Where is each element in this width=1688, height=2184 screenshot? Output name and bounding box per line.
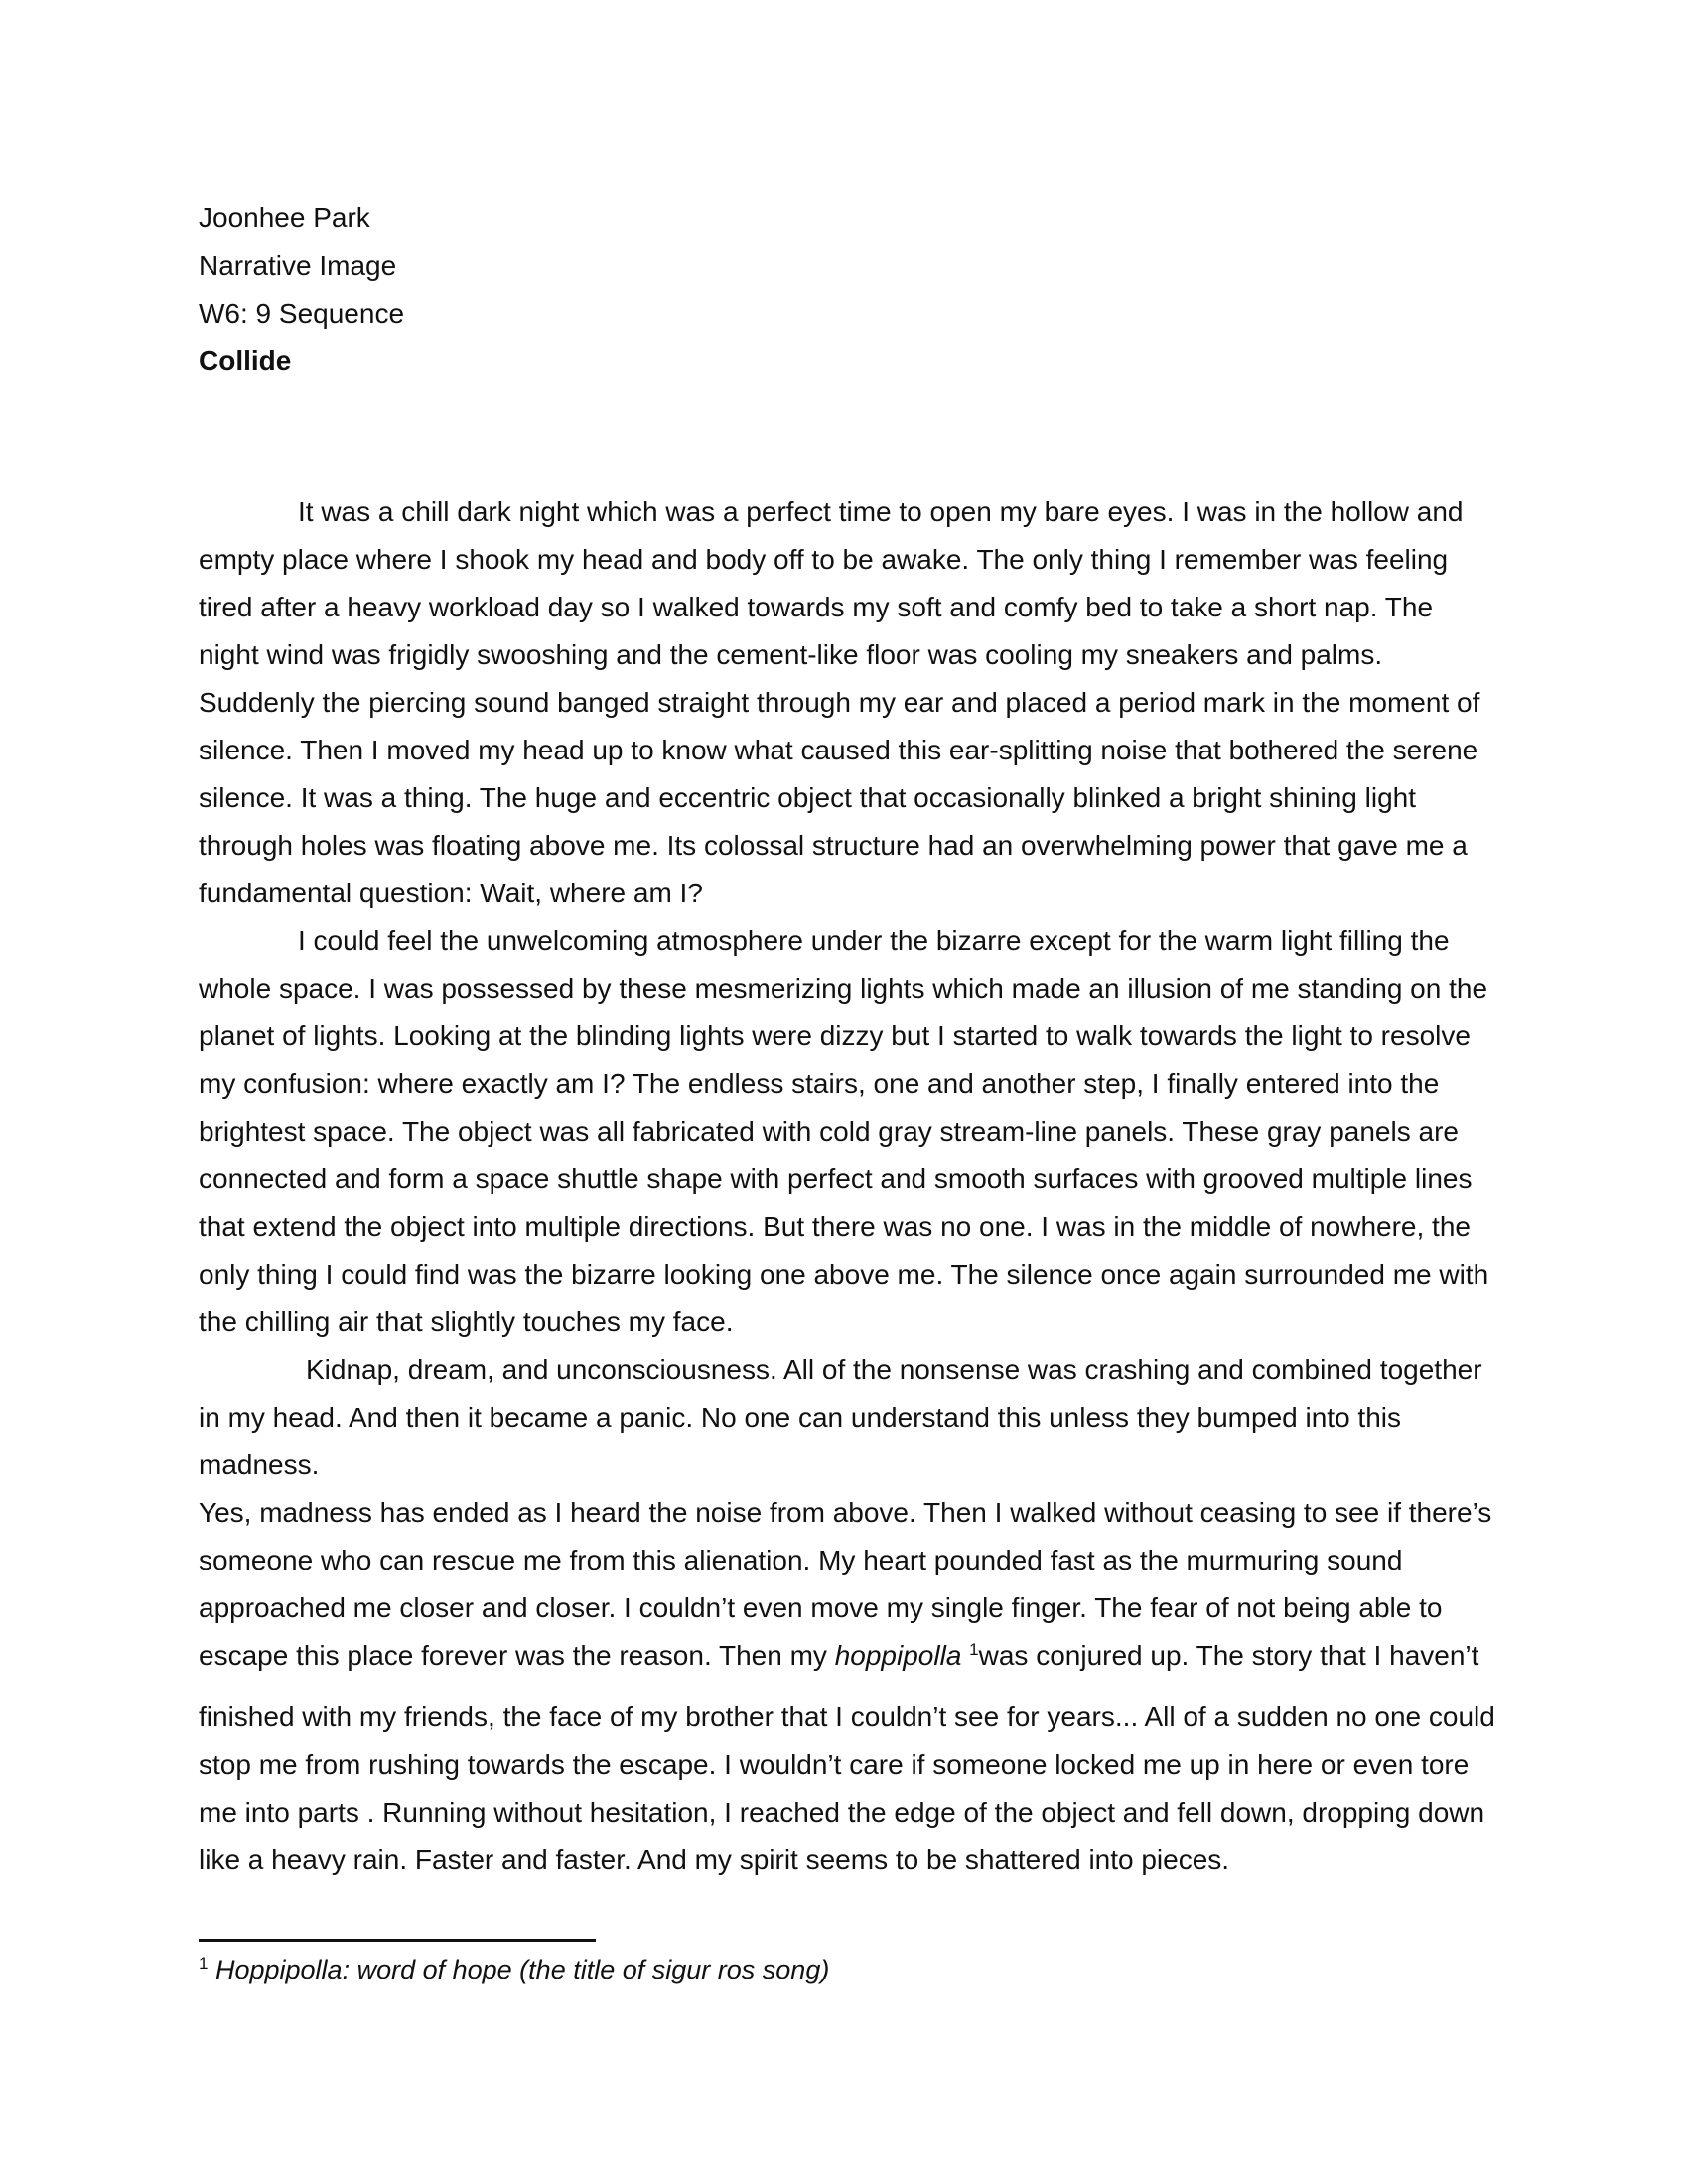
text-line: approached me closer and closer. I couldn’t even move my single finger. The fear of not being able to xyxy=(199,1592,1443,1623)
text-line: whole space. I was possessed by these mesmerizing lights which made an illusion of me standing on the xyxy=(199,973,1488,1004)
text-line: tired after a heavy workload day so I walked towards my soft and comfy bed to take a short nap. The xyxy=(199,592,1434,622)
paragraph-1 xyxy=(199,488,1489,917)
text-line: Yes, madness has ended as I heard the noise from above. Then I walked without ceasing to see if there’s xyxy=(199,1497,1492,1528)
text-line-with-footnote xyxy=(199,1632,1489,1694)
text-line: the chilling air that slightly touches my face. xyxy=(199,1306,734,1337)
text-line: I could feel the unwelcoming atmosphere under the bizarre except for the warm light filling the xyxy=(298,925,1450,956)
author-name: Joonhee Park xyxy=(199,203,370,233)
text-line: silence. Then I moved my head up to know what caused this ear-splitting noise that bothered the serene xyxy=(199,735,1478,765)
footnote-divider xyxy=(199,1939,596,1942)
text-line: Suddenly the piercing sound banged straight through my ear and placed a period mark in the moment of xyxy=(199,687,1480,718)
text-line: someone who can rescue me from this alienation. My heart pounded fast as the murmuring sound xyxy=(199,1545,1403,1575)
text-line: planet of lights. Looking at the blinding lights were dizzy but I started to walk towards the light to resolve xyxy=(199,1021,1471,1051)
text-line: It was a chill dark night which was a perfect time to open my bare eyes. I was in the hollow and xyxy=(298,496,1464,527)
text-segment: escape this place forever was the reason. Then my xyxy=(199,1640,835,1671)
text-line: like a heavy rain. Faster and faster. And my spirit seems to be shattered into pieces. xyxy=(199,1844,1230,1875)
assignment-label: W6: 9 Sequence xyxy=(199,298,405,329)
text-line: fundamental question: Wait, where am I? xyxy=(199,878,703,908)
text-line: madness. xyxy=(199,1449,320,1480)
text-line: connected and form a space shuttle shape with perfect and smooth surfaces with grooved multiple lines xyxy=(199,1163,1473,1194)
paragraph-4 xyxy=(199,1489,1495,1884)
paragraph-3 xyxy=(199,1346,1489,1489)
text-line: me into parts . Running without hesitation, I reached the edge of the object and fell down, dropping down xyxy=(199,1797,1485,1828)
text-line: empty place where I shook my head and body off to be awake. The only thing I remember was feeling xyxy=(199,544,1449,575)
hoppipolla-term: hoppipolla xyxy=(834,1640,962,1671)
text-line: night wind was frigidly swooshing and the cement-like floor was cooling my sneakers and palms. xyxy=(199,639,1383,670)
story-body xyxy=(199,488,1495,1884)
footnote-text: Hoppipolla: word of hope (the title of sigur ros song) xyxy=(214,1955,830,1984)
text-line: stop me from rushing towards the escape. I wouldn’t care if someone locked me up in here or even tore xyxy=(199,1749,1470,1780)
text-line: in my head. And then it became a panic. No one can understand this unless they bumped into this xyxy=(199,1402,1401,1433)
course-name: Narrative Image xyxy=(199,250,397,281)
text-line: through holes was floating above me. Its colossal structure had an overwhelming power that gave me a xyxy=(199,830,1468,861)
text-line: silence. It was a thing. The huge and eccentric object that occasionally blinked a bright shining light xyxy=(199,782,1416,813)
text-line: Kidnap, dream, and unconsciousness. All of the nonsense was crashing and combined together xyxy=(306,1354,1482,1385)
footnote xyxy=(199,1946,1489,1993)
paragraph-2 xyxy=(199,917,1489,1346)
text-line: only thing I could find was the bizarre looking one above me. The silence once again surrounded me with xyxy=(199,1259,1489,1290)
text-line: brightest space. The object was all fabricated with cold gray stream-line panels. These gray panels are xyxy=(199,1116,1459,1147)
footnote-reference[interactable]: 1 xyxy=(969,1640,979,1659)
text-line: my confusion: where exactly am I? The endless stairs, one and another step, I finally entered into the xyxy=(199,1068,1440,1099)
document-page xyxy=(199,195,1495,1884)
footnote-marker: 1 xyxy=(199,1954,209,1973)
text-segment: was conjured up. The story that I haven’t xyxy=(978,1640,1479,1671)
text-line: that extend the object into multiple directions. But there was no one. I was in the middle of nowhere, the xyxy=(199,1211,1471,1242)
text-line: finished with my friends, the face of my brother that I couldn’t see for years... All of a sudden no one could xyxy=(199,1702,1495,1732)
story-title: Collide xyxy=(199,345,292,376)
